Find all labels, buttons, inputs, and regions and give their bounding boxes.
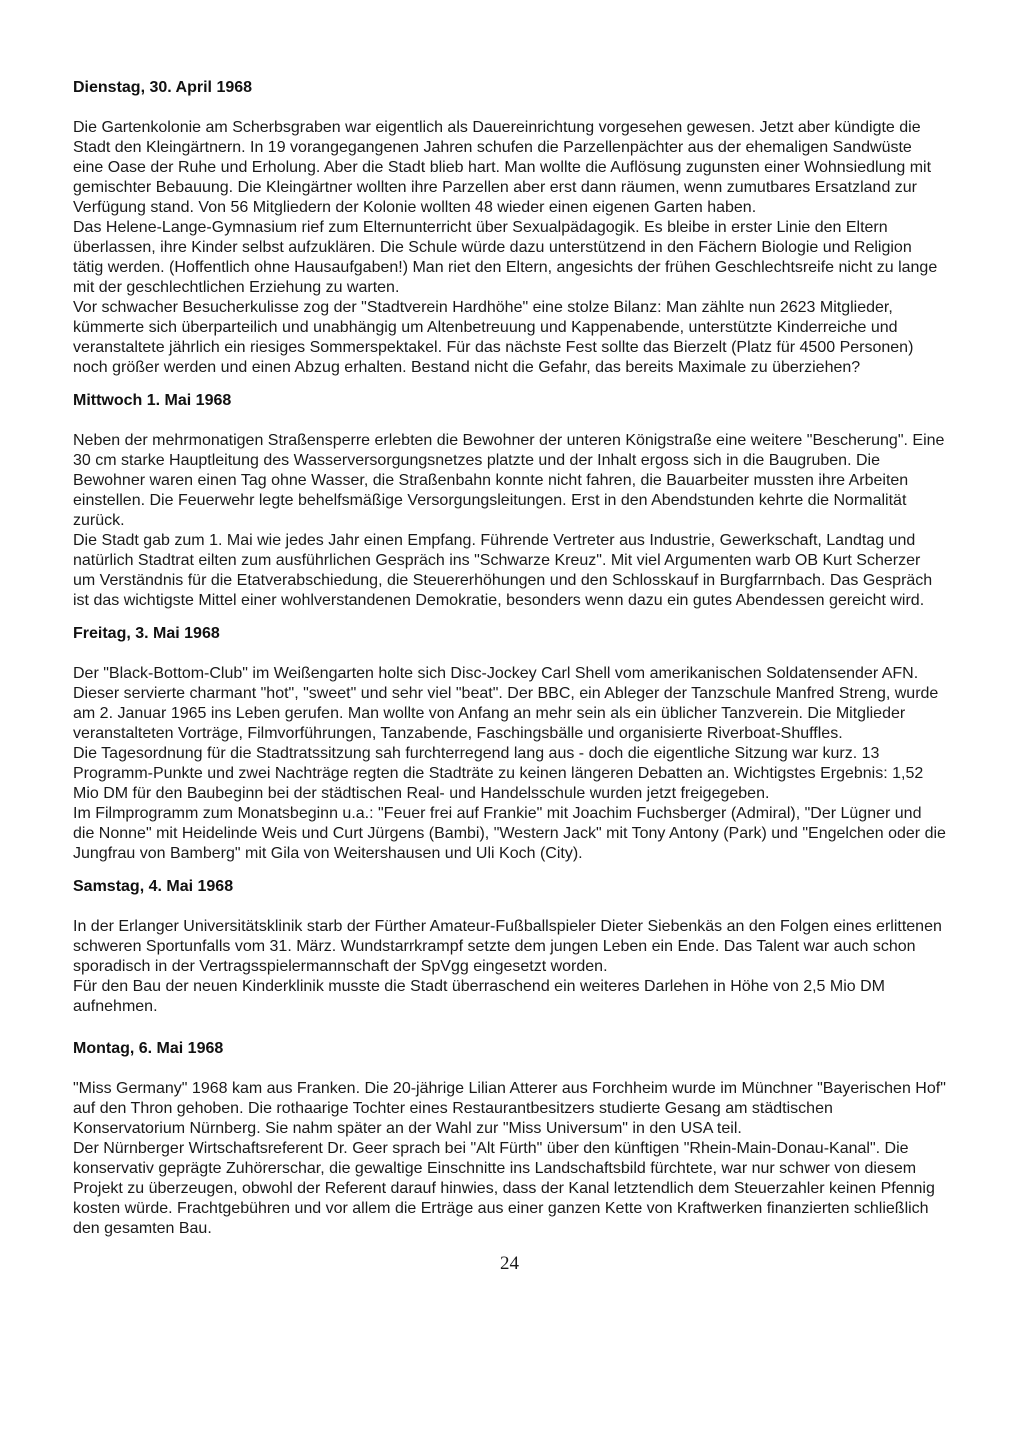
section-heading: Mittwoch 1. Mai 1968: [73, 392, 232, 409]
paragraph: In der Erlanger Universitätsklinik starb der Fürther Amateur-Fußballspieler Dieter Siebenkäs an den Folgen eines erlittenen schweren Sportunfalls vom 31. März. Wundstarrkrampf setzte dem jungen Leben ein Ende. Das Talent war auch schon sporadisch in der Vertragsspielermannschaft der SpVgg eingesetzt worden.: [73, 918, 942, 975]
paragraph: Für den Bau der neuen Kinderklinik musste die Stadt überraschend ein weiteres Darlehen in Höhe von 2,5 Mio DM aufnehmen.: [73, 978, 885, 1015]
section-freitag-3-mai-1968: [73, 624, 946, 864]
paragraph: Neben der mehrmonatigen Straßensperre erlebten die Bewohner der unteren Königstraße eine weitere "Bescherung". Eine 30 cm starke Hauptleitung des Wasserversorgungsnetzes platzte und der Inhalt ergoss sich in die Baugruben. Die Bewohner waren einen Tag ohne Wasser, die Straßenbahn konnte nicht fahren, die Bauarbeiter mussten ihre Arbeiten einstellen. Die Feuerwehr legte behelfsmäßige Versorgungsleitungen. Erst in den Abendstunden kehrte die Normalität zurück.: [73, 432, 945, 529]
paragraph: Das Helene-Lange-Gymnasium rief zum Elternunterricht über Sexualpädagogik. Es bleibe in erster Linie den Eltern überlassen, ihre Kinder selbst aufzuklären. Die Schule würde dazu unterstützend in den Fächern Biologie und Religion tätig werden. (Hoffentlich ohne Hausaufgaben!) Man riet den Eltern, angesichts der frühen Geschlechtsreife nicht zu lange mit der geschlechtlichen Erziehung zu warten.: [73, 219, 938, 296]
section-heading: Montag, 6. Mai 1968: [73, 1040, 224, 1057]
section-samstag-4-mai-1968: [73, 877, 946, 1017]
paragraph: Die Gartenkolonie am Scherbsgraben war eigentlich als Dauereinrichtung vorgesehen gewesen. Jetzt aber kündigte die Stadt den Kleingärtnern. In 19 vorangegangenen Jahren schufen die Parzellenpächter aus der ehemaligen Sandwüste eine Oase der Ruhe und Erholung. Aber die Stadt blieb hart. Man wollte die Auflösung zugunsten einer Wohnsiedlung mit gemischter Bebauung. Die Kleingärtner wollten ihre Parzellen aber erst dann räumen, wenn zumutbares Ersatzland zur Verfügung stand. Von 56 Mitgliedern der Kolonie wollten 48 wieder einen eigenen Garten haben.: [73, 119, 932, 216]
section-mittwoch-1-mai-1968: [73, 391, 946, 611]
paragraph: Die Tagesordnung für die Stadtratssitzung sah furchterregend lang aus - doch die eigentliche Sitzung war kurz. 13 Programm-Punkte und zwei Nachträge regten die Stadträte zu keinen längeren Debatten an. Wichtigstes Ergebnis: 1,52 Mio DM für den Baubeginn bei der städtischen Real- und Handelsschule wurden jetzt freigegeben.: [73, 745, 924, 802]
paragraph: Der "Black-Bottom-Club" im Weißengarten holte sich Disc-Jockey Carl Shell vom amerikanischen Soldatensender AFN. Dieser servierte charmant "hot", "sweet" und sehr viel "beat". Der BBC, ein Ableger der Tanzschule Manfred Streng, wurde am 2. Januar 1965 ins Leben gerufen. Man wollte von Anfang an mehr sein als ein üblicher Tanzverein. Die Mitglieder veranstalteten Vorträge, Filmvorführungen, Tanzabende, Faschingsbälle und organisierte Riverboat-Shuffles.: [73, 665, 939, 742]
paragraph: Der Nürnberger Wirtschaftsreferent Dr. Geer sprach bei "Alt Fürth" über den künftigen "Rhein-Main-Donau-Kanal". Die konservativ geprägte Zuhörerschar, die gewaltige Einschnitte ins Landschaftsbild fürchtete, war nur schwer von diesem Projekt zu überzeugen, obwohl der Referent darauf hinwies, dass der Kanal letztendlich dem Steuerzahler keinen Pfennig kosten würde. Frachtgebühren und vor allem die Erträge aus einer ganzen Kette von Kraftwerken finanzierten schließlich den gesamten Bau.: [73, 1140, 935, 1237]
section-heading: Dienstag, 30. April 1968: [73, 79, 253, 96]
section-dienstag-30-april-1968: [73, 78, 946, 378]
paragraph: Vor schwacher Besucherkulisse zog der "Stadtverein Hardhöhe" eine stolze Bilanz: Man zählte nun 2623 Mitglieder, kümmerte sich überparteilich und unabhängig um Altenbetreuung und Kappenabende, unterstützte Kinderreiche und veranstaltete jährlich ein riesiges Sommerspektakel. Für das nächste Fest sollte das Bierzelt (Platz für 4500 Personen) noch größer werden und einen Abzug erhalten. Bestand nicht die Gefahr, das bereits Maximale zu überziehen?: [73, 299, 914, 376]
section-heading: Samstag, 4. Mai 1968: [73, 878, 234, 895]
paragraph: Die Stadt gab zum 1. Mai wie jedes Jahr einen Empfang. Führende Vertreter aus Industrie, Gewerkschaft, Landtag und natürlich Stadtrat eilten zum ausführlichen Gespräch ins "Schwarze Kreuz". Mit viel Argumenten warb OB Kurt Scherzer um Verständnis für die Etatverabschiedung, die Steuererhöhungen und den Schlosskauf in Burgfarrnbach. Das Gespräch ist das wichtigste Mittel einer wohlverstandenen Demokratie, besonders wenn dazu ein gutes Abendessen gereicht wird.: [73, 532, 933, 609]
page-number: 24: [500, 1253, 519, 1274]
section-montag-6-mai-1968: [73, 1039, 946, 1239]
section-heading: Freitag, 3. Mai 1968: [73, 625, 220, 642]
paragraph: "Miss Germany" 1968 kam aus Franken. Die 20-jährige Lilian Atterer aus Forchheim wurde im Münchner "Bayerischen Hof" auf den Thron gehoben. Die rothaarige Tochter eines Restaurantbesitzers studierte Gesang am städtischen Konservatorium Nürnberg. Sie nahm später an der Wahl zur "Miss Universum" in den USA teil.: [73, 1080, 946, 1137]
paragraph: Im Filmprogramm zum Monatsbeginn u.a.: "Feuer frei auf Frankie" mit Joachim Fuchsberger (Admiral), "Der Lügner und die Nonne" mit Heidelinde Weis und Curt Jürgens (Bambi), "Western Jack" mit Tony Antony (Park) und "Engelchen oder die Jungfrau von Bamberg" mit Gila von Weitershausen und Uli Koch (City).: [73, 805, 946, 862]
